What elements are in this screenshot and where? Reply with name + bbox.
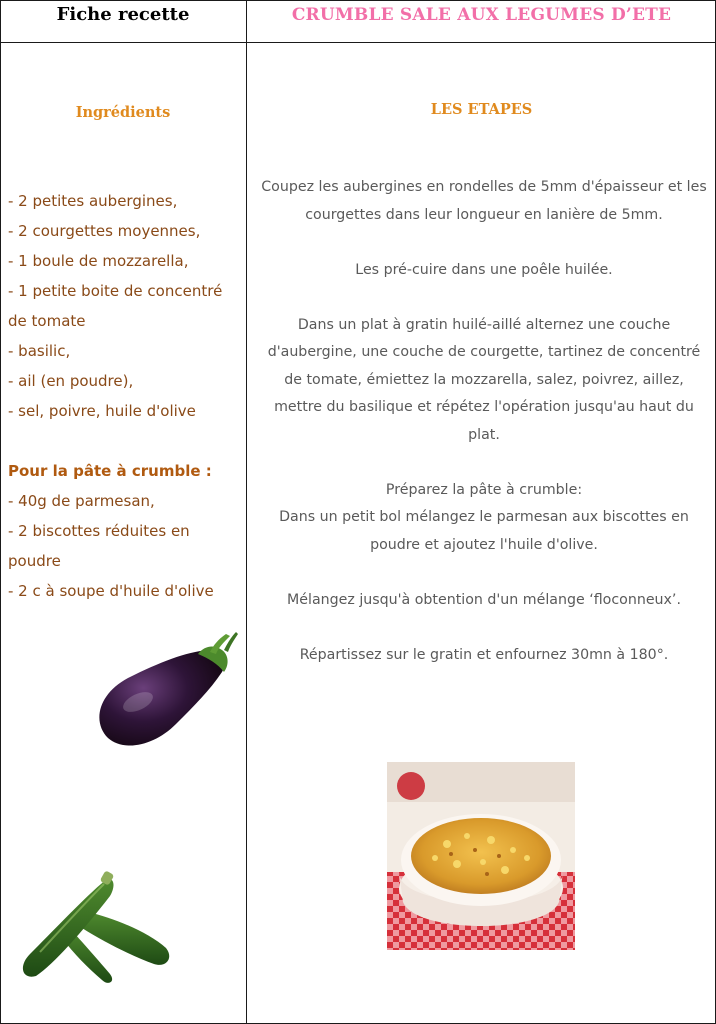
ingredient-item: - 1 petite boite de concentré de tomate <box>8 282 223 330</box>
steps-heading: LES ETAPES <box>430 101 533 118</box>
recipe-title: CRUMBLE SALE AUX LEGUMES D’ETE <box>291 5 672 25</box>
spacer <box>258 229 710 257</box>
crumble-item: - 2 c à soupe d'huile d'olive <box>8 582 214 600</box>
crumble-photo <box>387 762 575 950</box>
ingredient-item: - basilic, <box>8 342 71 360</box>
zucchini-image <box>18 868 174 984</box>
spacer <box>258 449 710 477</box>
ingredient-item: - 2 courgettes moyennes, <box>8 222 201 240</box>
step-paragraph: Coupez les aubergines en rondelles de 5mm d'épaisseur et les courgettes dans leur longueur en lanière de 5mm. <box>261 179 707 223</box>
ingredient-item: - ail (en poudre), <box>8 372 134 390</box>
spacer <box>258 284 710 312</box>
recipe-card-label: Fiche recette <box>56 4 190 25</box>
crumble-heading: Pour la pâte à crumble : <box>8 462 212 480</box>
crumble-item: - 40g de parmesan, <box>8 492 155 510</box>
spacer <box>258 559 710 587</box>
ingredient-item: - sel, poivre, huile d'olive <box>8 402 196 420</box>
spacer <box>258 614 710 642</box>
step-list <box>258 174 710 669</box>
step-paragraph: Les pré-cuire dans une poêle huilée. <box>355 261 613 278</box>
step-paragraph: Dans un plat à gratin huilé-aillé alternez une couche d'aubergine, une couche de courgette, tartinez de concentré de tomate, émiettez la mozzarella, salez, poivrez, aillez, mettre du basilique et répétez l'opération jusqu'au haut du plat. <box>267 316 701 443</box>
header-divider <box>0 42 716 43</box>
ingredient-item: - 1 boule de mozzarella, <box>8 252 189 270</box>
eggplant-image <box>90 624 240 754</box>
step-paragraph: Dans un petit bol mélangez le parmesan aux biscottes en poudre et ajoutez l'huile d'olive. <box>279 509 689 553</box>
column-divider <box>246 0 247 1024</box>
step-paragraph: Préparez la pâte à crumble: <box>385 481 583 498</box>
ingredient-list <box>8 186 244 606</box>
step-paragraph: Répartissez sur le gratin et enfournez 30mn à 180°. <box>299 646 669 663</box>
spacer <box>8 426 244 456</box>
crumble-item: - 2 biscottes réduites en poudre <box>8 522 190 570</box>
ingredients-heading: Ingrédients <box>75 104 171 121</box>
step-paragraph: Mélangez jusqu'à obtention d'un mélange ‘floconneux’. <box>287 591 681 608</box>
ingredient-item: - 2 petites aubergines, <box>8 192 178 210</box>
